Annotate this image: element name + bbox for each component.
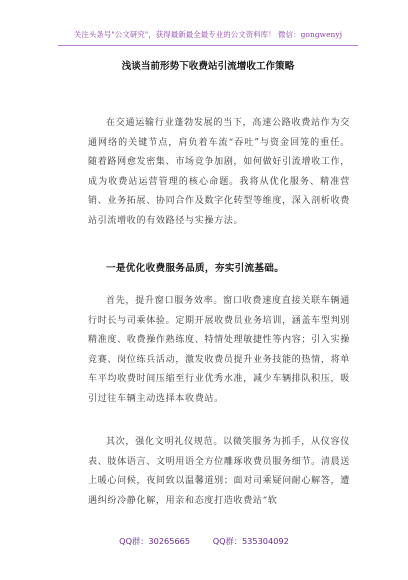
footer-qq-group-2: QQ群：535304092 — [212, 536, 289, 546]
header-divider — [58, 45, 358, 46]
footer-qq-group-1: QQ群：30265665 — [119, 536, 191, 546]
footer — [0, 534, 408, 548]
paragraph-first: 首先，提升窗口服务效率。窗口收费速度直接关联车辆通行时长与司乘体验。定期开展收费员业务培训，涵盖车型判别精准度、收费操作熟练度、特情处理敏捷性等内容；引入实操竞赛、岗位练兵活动，激发收费员提升业务技能的热情，将单车平均收费时间压缩至行业优秀水准，减少车辆排队积压，吸引过往车辆主动选择本收费站。 — [88, 296, 350, 404]
section-heading: 一是优化收费服务品质，夯实引流基础。 — [106, 263, 285, 274]
header-banner: 关注头条号"公文研究"，获得最新最全最专业的公文资料库！ 微信：gongwenyj — [73, 30, 343, 39]
document-title: 浅谈当前形势下收费站引流增收工作策略 — [121, 61, 295, 72]
paragraph-second: 其次，强化文明礼仪规范。以微笑服务为抓手，从仪容仪表、肢体语言、文明用语全方位雕琢收费员服务细节。清晨送上暖心问候，夜间致以温馨道别；面对司乘疑问耐心解答，遭遇纠纷冷静化解，用亲和态度打造收费站“软 — [88, 437, 350, 506]
paragraph-intro: 在交通运输行业蓬勃发展的当下，高速公路收费站作为交通网络的关键节点，肩负着车流“吞吐”与资金回笼的重任。随着路网愈发密集、市场竞争加剧，如何做好引流增收工作，成为收费站运营管理的核心命题。我将从优化服务、精准营销、业务拓展、协同合作及数字化转型等维度，深入剖析收费站引流增收的有效路径与实操方法。 — [88, 118, 350, 226]
